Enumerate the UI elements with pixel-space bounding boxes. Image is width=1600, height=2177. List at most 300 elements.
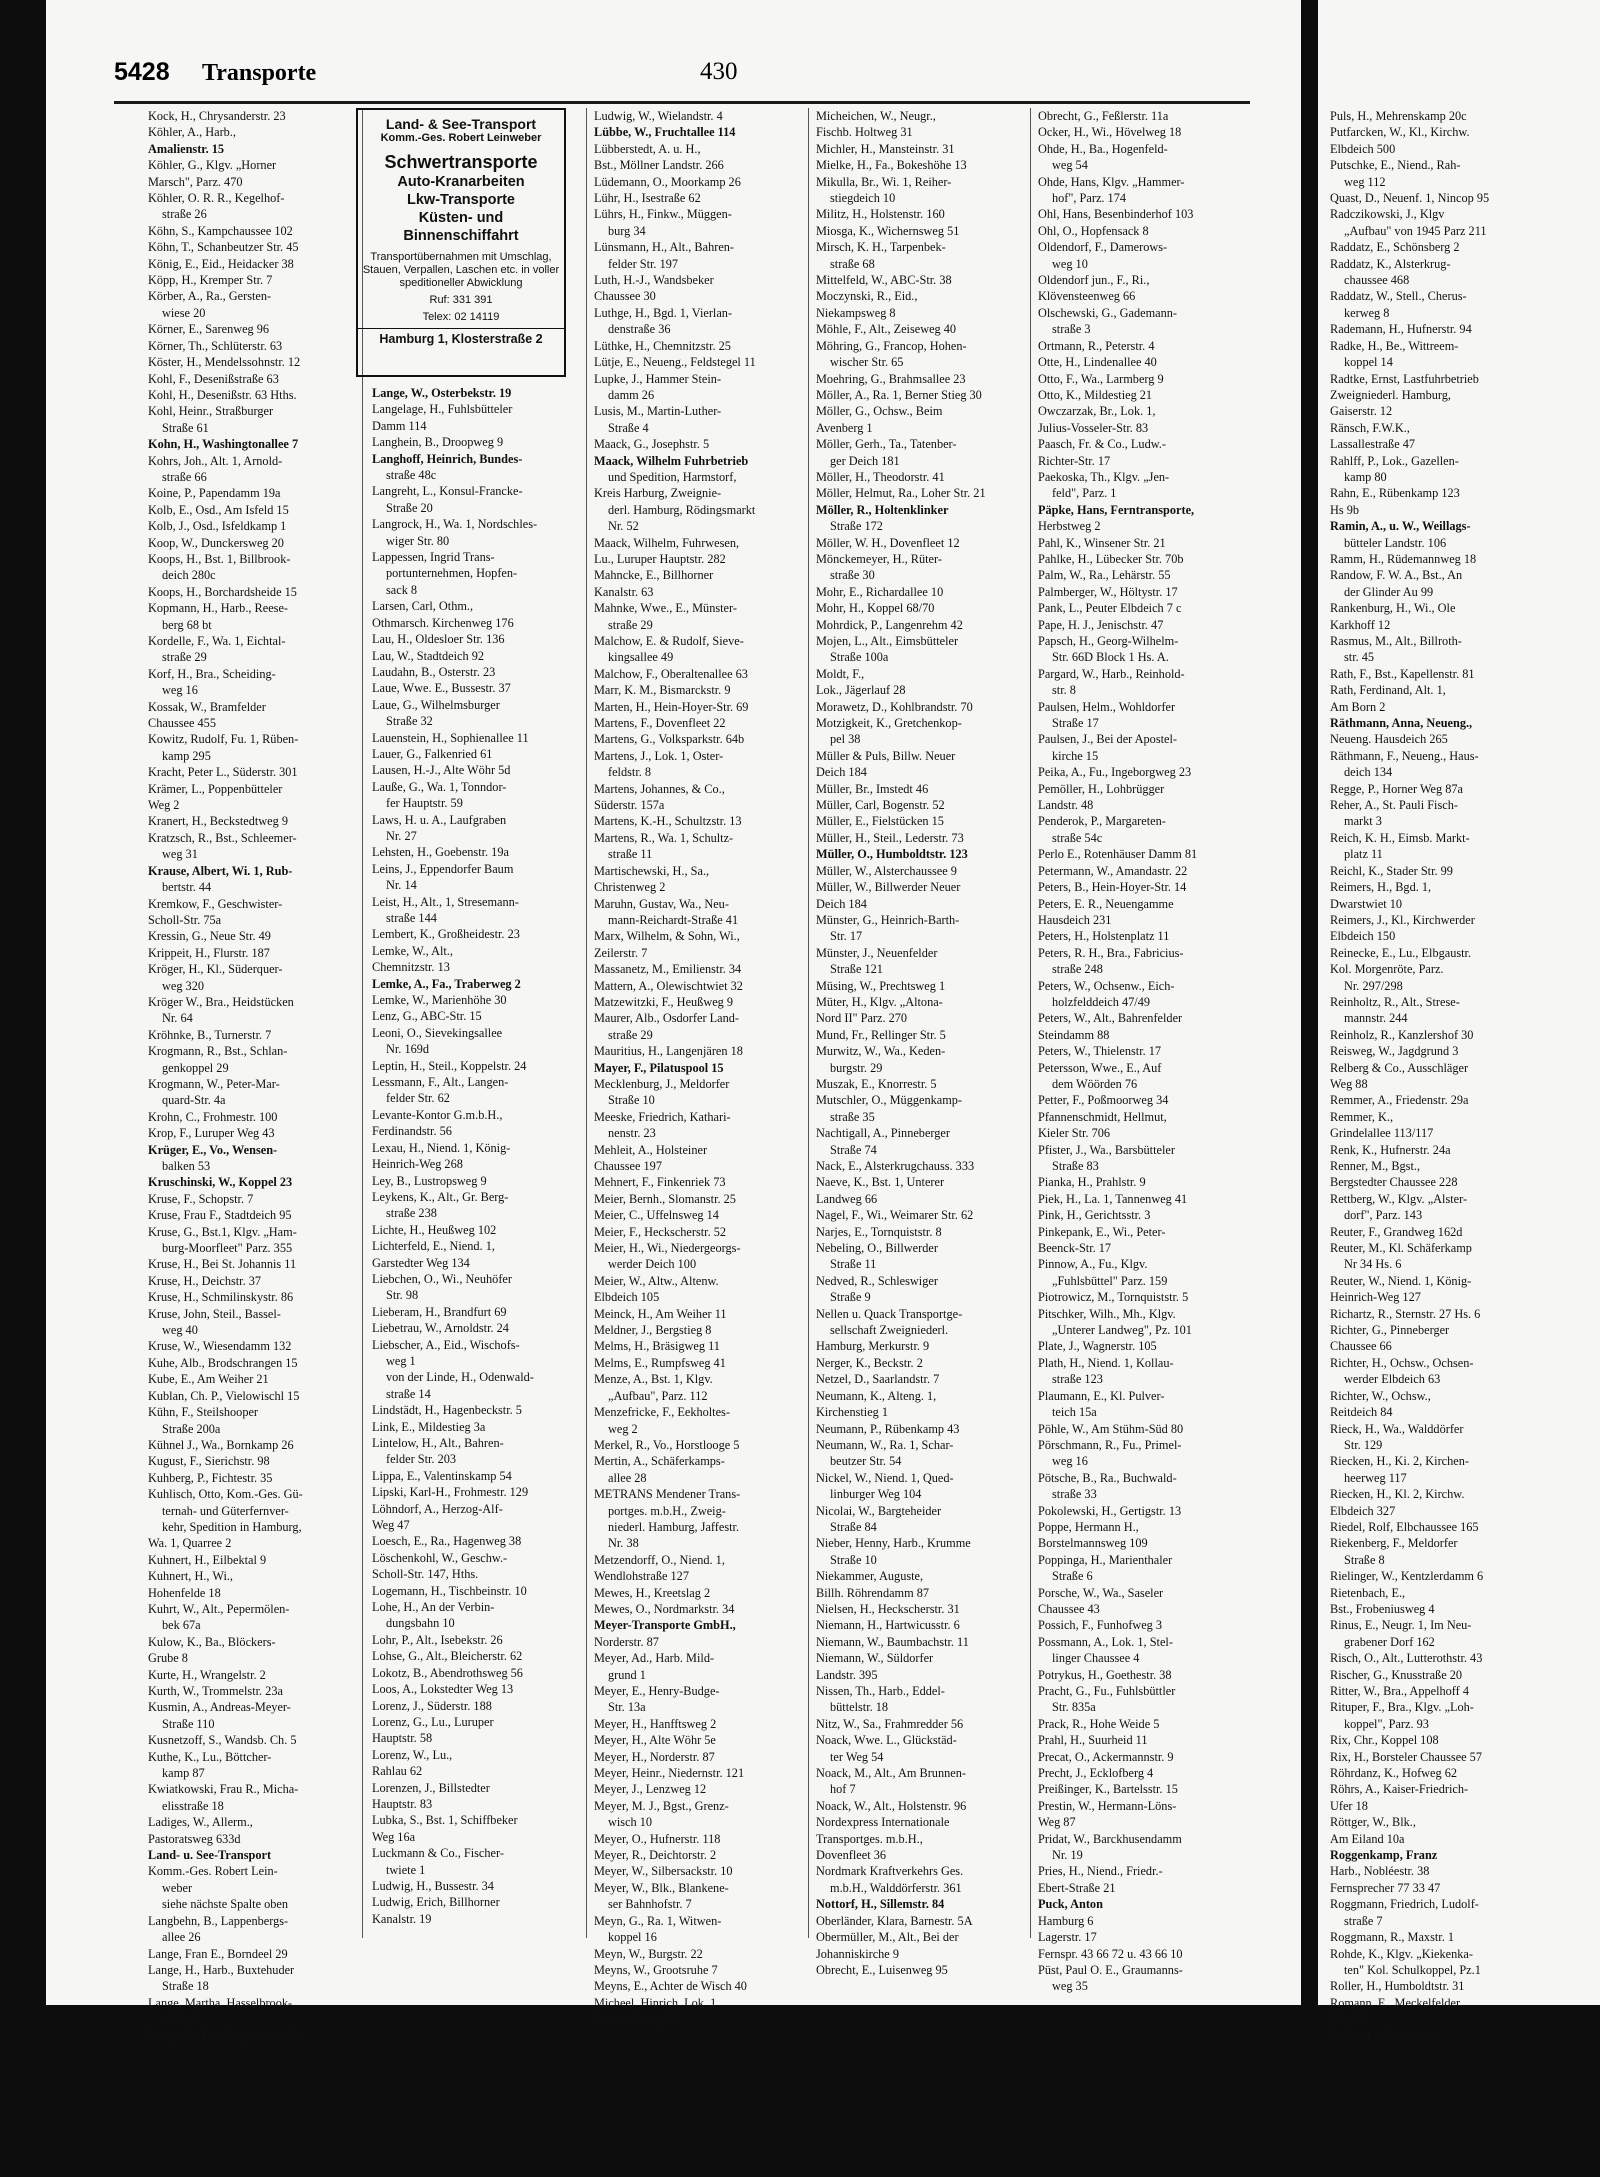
directory-entry-line: sellschaft Zweigniederl. [830,1323,949,1338]
directory-entry-line: Massanetz, M., Emilienstr. 34 [594,962,742,977]
directory-entry-line: Michler, H., Mansteinstr. 31 [816,141,955,156]
directory-entry-line: ser Bahnhofstr. 7 [608,1897,692,1912]
directory-entry-line: Damm 114 [372,418,427,433]
directory-entry-line: Möller, G., Ochsw., Beim [816,404,943,419]
directory-entry-line: Lieberam, H., Brandfurt 69 [372,1304,507,1319]
directory-entry-line: Straße 61 [162,420,209,435]
directory-entry-line: straße 54c [1052,830,1103,845]
directory-entry-line: Nr. 14 [386,878,417,893]
directory-entry-line: Hs 9b [1330,502,1360,517]
directory-entry-line: Paulsen, Helm., Wohldorfer [1038,699,1176,714]
column-divider [586,108,587,1938]
directory-entry-line: straße 35 [830,1109,875,1124]
directory-entry-line: Chaussee 43 [1038,1601,1100,1616]
directory-entry-line: Meier, Bernh., Slomanstr. 25 [594,1191,736,1206]
directory-entry-line: Landweg 66 [816,1191,878,1206]
directory-entry-line: Laudahn, B., Osterstr. 23 [372,664,496,679]
directory-entry-line: derl. Hamburg, Rödingsmarkt [608,502,756,517]
directory-entry-line: Chemnitzstr. 13 [372,960,450,975]
directory-entry-line: Kruse, F., Schopstr. 7 [148,1191,254,1206]
directory-entry-line: Mecklenburg, J., Meldorfer [594,1076,730,1091]
ad-address: Hamburg 1, Klosterstraße 2 [358,328,564,346]
directory-entry-line: Lau, H., Oldesloer Str. 136 [372,632,505,647]
directory-entry-line: feld", Parz. 1 [1052,486,1117,501]
directory-entry-line: Krippeit, H., Flurstr. 187 [148,945,270,960]
directory-entry-line: Löhndorf, A., Herzog-Alf- [372,1501,503,1516]
directory-entry-line: Martens, K.-H., Schultzstr. 13 [594,814,742,829]
directory-entry-line: Straße 110 [162,1716,215,1731]
directory-entry-line: Möhle, F., Alt., Zeiseweg 40 [816,322,957,337]
directory-entry-line: Kruse, H., Schmilinskystr. 86 [148,1290,294,1305]
directory-entry-line: Straße 4 [608,420,649,435]
directory-entry-line: Niemann, W., Süldorfer [816,1651,934,1666]
directory-entry-line: Nr. 38 [608,1536,639,1551]
directory-entry-line: Christenweg 2 [594,880,666,895]
directory-entry-line: beutzer Str. 54 [830,1454,902,1469]
directory-entry-line: Pfannenschmidt, Hellmut, [1038,1109,1167,1124]
directory-entry-line: genkoppel 29 [162,1060,229,1075]
directory-entry-line: Ferdinandstr. 56 [372,1124,452,1139]
directory-entry-line: linburger Weg 104 [830,1487,922,1502]
directory-entry-line: Pastoratsweg 633d [148,1831,241,1846]
directory-entry-line: Niemann, W., Baumbachstr. 11 [816,1634,969,1649]
directory-entry-line: Roggenkamp, Franz [1330,1848,1438,1863]
directory-entry-line: Körner, E., Sarenweg 96 [148,322,270,337]
directory-entry-line: Ladiges, W., Allerm., [148,1815,253,1830]
directory-entry-line: Koops, H., Bst. 1, Billbrook- [148,551,291,566]
directory-entry-line: Nellen u. Quack Transportge- [816,1306,963,1321]
directory-entry-line: Pokolewski, H., Gertigstr. 13 [1038,1503,1182,1518]
directory-entry-line: bertstr. 44 [162,880,212,895]
directory-entry-line: Meyer, H., Norderstr. 87 [594,1749,715,1764]
directory-entry-line: Pörschmann, R., Fu., Primel- [1038,1437,1182,1452]
directory-entry-line: Fischb. Holtweg 31 [816,125,913,140]
directory-entry-line: Hauptstr. 83 [372,1796,433,1811]
directory-entry-line: Martischewski, H., Sa., [594,863,710,878]
directory-entry-line: Kröhnke, B., Turnerstr. 7 [148,1027,272,1042]
ad-company-subline: Komm.-Ges. Robert Leinweber [380,132,542,144]
directory-entry-line: Ritter, W., Bra., Appelhoff 4 [1330,1684,1469,1698]
directory-entry-line: Meyer, R., Deichtorstr. 2 [594,1848,717,1863]
directory-entry-line: Palm, W., Ra., Lehärstr. 55 [1038,568,1171,583]
directory-entry-line: Lemke, A., Fa., Traberweg 2 [372,976,521,991]
directory-entry-line: Körner, Th., Schlüterstr. 63 [148,338,283,353]
directory-entry-line: Rahlau 62 [372,1764,423,1779]
directory-entry-line: Köhler, O. R. R., Kegelhof- [148,191,285,206]
directory-entry-line: Beenck-Str. 17 [1038,1241,1112,1256]
directory-entry-line: Straße 10 [830,1552,877,1567]
directory-entry-line: Billh. Röhrendamm 87 [816,1585,930,1600]
directory-entry-line: grund 1 [608,1667,646,1682]
directory-entry-line: Potrykus, H., Goethestr. 38 [1038,1667,1172,1682]
directory-entry-line: str. 45 [1344,650,1375,665]
directory-entry-line: weg 54 [1052,158,1088,173]
ad-phone: Ruf: 331 391 [429,294,493,306]
directory-entry-line: Köhn, S., Kampchaussee 102 [148,223,293,238]
directory-entry-line: Kusnetzoff, S., Wandsb. Ch. 5 [148,1733,297,1748]
ad-service: Binnenschiffahrt [403,228,519,244]
directory-entry-line: Johanniskirche 9 [816,1946,899,1961]
directory-entry-line: Luthge, H., Bgd. 1, Vierlan- [594,305,733,320]
directory-entry-line: Weg 47 [372,1518,410,1533]
directory-entry-line: Netzel, D., Saarlandstr. 7 [816,1372,940,1387]
directory-entry-line: Merkel, R., Vo., Horstlooge 5 [594,1437,740,1452]
directory-entry-line: Lemke, W., Marienhöhe 30 [372,993,507,1008]
directory-entry-line: Rettberg, W., Klgv. „Alster- [1330,1191,1468,1206]
directory-entry-line: Nitz, W., Sa., Frahmredder 56 [816,1716,964,1731]
directory-entry-line: Zeilerstr. 7 [594,945,648,960]
directory-entry-line: Straße 83 [1052,1159,1099,1173]
directory-entry-line: Lassallestraße 47 [1330,437,1416,452]
directory-entry-line: straße 29 [162,650,207,665]
directory-entry-line: Putschke, E., Niend., Rah- [1330,158,1461,173]
directory-entry-line: Kranert, H., Beckstedtweg 9 [148,814,289,829]
directory-entry-line: Kock, H., Chrysanderstr. 23 [148,109,286,123]
directory-entry-line: berg 68 bt [162,617,212,632]
directory-entry-line: Röttger, W., Blk., [1330,1815,1416,1830]
directory-entry-line: Meeske, Friedrich, Kathari- [594,1109,731,1124]
directory-entry-line: Koop, W., Dunckersweg 20 [148,535,284,550]
directory-entry-line: Straße 9 [830,1290,871,1305]
directory-entry-line: Deich 184 [816,896,867,911]
directory-entry-line: Fernsprecher 77 33 47 [1330,1880,1441,1895]
directory-entry-line: Bst., Frobeniusweg 4 [1330,1601,1435,1616]
directory-entry-line: sack 8 [386,582,418,597]
directory-entry-line: Grindelallee 113/117 [1330,1126,1434,1141]
directory-entry-line: Levante-Kontor G.m.b.H., [372,1107,503,1122]
directory-entry-line: Pianka, H., Prahlstr. 9 [1038,1175,1146,1190]
directory-entry-line: Koops, H., Borchardsheide 15 [148,584,297,599]
directory-entry-line: Mutschler, O., Müggenkamp- [816,1093,963,1108]
directory-entry-line: straße 68 [830,256,875,271]
directory-entry-line: Peters, W., Thielenstr. 17 [1038,1044,1162,1059]
ad-service: Auto-Kranarbeiten [397,174,525,190]
directory-entry-line: Micheichen, W., Neugr., [816,109,936,123]
directory-entry-line: chaussee 468 [1344,273,1410,288]
directory-entry-line: Müller & Puls, Billw. Neuer [816,748,956,763]
directory-entry-line: Mohr, E., Richardallee 10 [816,584,944,599]
directory-entry-line: weg 40 [162,1323,198,1338]
directory-entry-line: Pridat, W., Barckhusendamm [1038,1831,1182,1846]
directory-entry-line: Nachtigall, A., Pinneberger [816,1126,950,1141]
directory-entry-line: weg 16 [162,683,198,698]
directory-entry-line: Remmer, A., Friedenstr. 29a [1330,1093,1469,1108]
directory-entry-line: damm 26 [608,387,655,402]
directory-entry-line: Pinkepank, E., Wi., Peter- [1038,1224,1166,1239]
directory-entry-line: Pink, H., Gerichtsstr. 3 [1038,1208,1151,1223]
directory-entry-line: Lipski, Karl-H., Frohmestr. 129 [372,1485,529,1500]
directory-entry-line: Rielinger, W., Kentzlerdamm 6 [1330,1569,1484,1584]
directory-entry-line: Laue, G., Wilhelmsburger [372,697,500,712]
directory-entry-line: Lexau, H., Niend. 1, König- [372,1140,511,1155]
directory-entry-line: dorf", Parz. 143 [1344,1208,1423,1223]
directory-entry-line: Bergstedter Chaussee 228 [1330,1175,1458,1190]
directory-entry-line: ternah- und Güterfernver- [162,1503,289,1518]
directory-entry-line: Reichl, K., Stader Str. 99 [1330,863,1453,878]
directory-entry-line: Nordmark Kraftverkehrs Ges. [816,1864,964,1879]
directory-entry-line: Kracht, Peter L., Süderstr. 301 [148,765,298,780]
directory-entry-line: Kolb, J., Osd., Isfeldkamp 1 [148,519,287,534]
directory-entry-line: Elbdeich 327 [1330,1503,1396,1518]
directory-entry-line: Harb., Nobléestr. 38 [1330,1864,1430,1879]
directory-entry-line: Lagerstr. 17 [1038,1930,1097,1945]
directory-entry-line: Ebert-Straße 21 [1038,1880,1116,1895]
directory-entry-line: Str. 129 [1344,1437,1383,1452]
directory-entry-line: Garstedter Weg 134 [372,1255,470,1270]
directory-entry-line: Nerger, K., Beckstr. 2 [816,1355,923,1370]
directory-entry-line: Kulow, K., Ba., Blöckers- [148,1634,276,1649]
directory-entry-line: Raddatz, W., Stell., Cherus- [1330,289,1467,304]
directory-entry-line: Grube 8 [148,1651,188,1666]
directory-entry-line: kirche 15 [1052,748,1099,763]
directory-entry-line: Kruse, H., Bei St. Johannis 11 [148,1257,297,1272]
directory-entry-line: Maack, Wilhelm Fuhrbetrieb [594,453,749,468]
directory-entry-line: Meyer, M. J., Bgst., Grenz- [594,1798,729,1813]
directory-entry-line: Kröger, H., Kl., Süderquer- [148,962,283,977]
directory-entry-line: Pfister, J., Wa., Barsbütteler [1038,1142,1175,1157]
directory-entry-line: Reinholz, R., Kanzlershof 30 [1330,1027,1474,1042]
directory-entry-line: Langhoff, Heinrich, Bundes- [372,451,523,466]
directory-entry-line: Ludwig, W., Wielandstr. 4 [594,109,723,123]
directory-entry-line: Hamburg, Merkurstr. 9 [816,1339,930,1354]
header-rule [114,101,1250,104]
directory-entry-line: burgstr. 29 [830,1060,883,1075]
directory-entry-line: Koine, P., Papendamm 19a [148,486,281,501]
ad-headline: Schwertransporte [384,152,538,172]
directory-entry-line: „Fuhlsbüttel" Parz. 159 [1052,1273,1168,1288]
directory-entry-line: Meier, H., Wi., Niedergeorgs- [594,1241,741,1256]
directory-entry-line: Niemann, H., Hartwicusstr. 6 [816,1618,960,1633]
directory-entry-line: m.b.H., Walddörferstr. 361 [830,1880,962,1895]
directory-entry-line: Preißinger, K., Bartelsstr. 15 [1038,1782,1178,1797]
directory-entry-line: straße 123 [1052,1372,1103,1387]
directory-entry-line: Ohde, Hans, Klgv. „Hammer- [1038,174,1185,189]
directory-entry-line: Meyn, G., Ra. 1, Witwen- [594,1913,722,1928]
directory-entry-line: Maack, G., Josephstr. 5 [594,437,710,452]
directory-entry-line: Straße 11 [830,1257,877,1272]
directory-entry-line: Münster, G., Heinrich-Barth- [816,912,960,927]
directory-entry-line: Straße 17 [1052,716,1099,731]
directory-entry-line: Heinrich-Weg 127 [1330,1290,1421,1305]
directory-entry-line: dungsbahn 10 [386,1616,455,1631]
directory-entry-line: Meyer, Heinr., Niedernstr. 121 [594,1766,745,1781]
directory-entry-line: straße 33 [1052,1487,1097,1502]
directory-entry-line: Kurth, W., Trommelstr. 23a [148,1684,283,1698]
directory-entry-line: Püst, Paul O. E., Graumanns- [1038,1962,1183,1977]
page-header [114,54,1264,94]
directory-entry-line: Nagel, F., Wi., Weimarer Str. 62 [816,1208,974,1223]
directory-entry-line: von der Linde, H., Odenwald- [386,1370,534,1385]
directory-entry-line: Nr. 297/298 [1344,978,1403,993]
page-number: 430 [700,58,738,85]
directory-entry-line: Kohl, F., Desenißstraße 63 [148,371,279,386]
directory-entry-line: Nielsen, H., Heckscherstr. 31 [816,1601,960,1616]
directory-entry-line: Riecken, H., Kl. 2, Kirchw. [1330,1487,1465,1502]
directory-entry-line: Müller, W., Billwerder Neuer [816,880,961,895]
directory-entry-line: Kremkow, F., Geschwister- [148,896,283,911]
directory-entry-line: Str. 98 [386,1288,419,1303]
directory-entry-line: Kratzsch, R., Bst., Schleemer- [148,830,297,845]
directory-entry-line: Rademann, H., Hufnerstr. 94 [1330,322,1472,337]
directory-entry-line: Wa. 1, Quarree 2 [148,1536,232,1551]
directory-entry-line: Obermüller, M., Alt., Bei der [816,1930,959,1945]
directory-entry-line: Möller, R., Holtenklinker [816,502,949,517]
page-code: 5428 [114,58,170,86]
directory-entry-line: mann-Reichardt-Straße 41 [608,912,739,927]
directory-entry-line: Moczynski, R., Eid., [816,289,918,304]
directory-entry-line: Lohr, P., Alt., Isebekstr. 26 [372,1632,503,1647]
directory-entry-line: Langbehn, B., Lappenbergs- [148,1913,289,1928]
directory-entry-line: Martens, Johannes, & Co., [594,781,725,796]
directory-entry-line: burg 34 [608,223,646,238]
directory-entry-line: deich 280c [162,568,216,583]
directory-entry-line: Lorenzen, J., Billstedter [372,1780,490,1795]
directory-entry-line: Möhring, G., Francop, Hohen- [816,338,967,353]
directory-entry-line: Matzewitzki, F., Heußweg 9 [594,994,734,1009]
directory-entry-line: Str. 17 [830,929,863,944]
directory-entry-line: Noack, M., Alt., Am Brunnen- [816,1766,966,1781]
directory-entry-line: Lupke, J., Hammer Stein- [594,371,722,386]
directory-entry-line: Kuhlisch, Otto, Kom.-Ges. Gü- [148,1487,303,1502]
directory-entry-line: Mehleit, A., Holsteiner [594,1142,708,1157]
directory-entry-line: Nr. 19 [1052,1848,1083,1863]
directory-entry-line: Hausdeich 231 [1038,912,1112,927]
directory-entry-line: kingsallee 49 [608,650,674,665]
directory-entry-line: Möller, Gerh., Ta., Tatenber- [816,437,957,452]
directory-entry-line: kamp 80 [1344,469,1387,484]
directory-entry-line: Lemke, W., Alt., [372,943,453,958]
directory-column-4 [816,108,1026,1977]
directory-entry-line: Pahl, K., Winsener Str. 21 [1038,535,1166,550]
directory-entry-line: Kruse, John, Steil., Bassel- [148,1306,281,1321]
directory-entry-line: METRANS Mendener Trans- [594,1487,741,1502]
directory-entry-line: Mayer, F., Pilatuspool 15 [594,1060,724,1075]
directory-entry-line: Mahncke, E., Billhorner [594,568,714,583]
directory-entry-line: Marsch", Parz. 470 [148,174,243,189]
directory-entry-line: Köster, H., Mendelssohnstr. 12 [148,355,301,370]
directory-entry-line: Str. 13a [608,1700,646,1715]
directory-entry-line: Ufer 18 [1330,1798,1368,1813]
directory-entry-line: Maruhn, Gustav, Wa., Neu- [594,896,729,911]
directory-entry-line: Mauritius, H., Langenjären 18 [594,1044,743,1059]
directory-entry-line: büttelstr. 18 [830,1700,889,1715]
directory-entry-line: Lauenstein, H., Sophienallee 11 [372,730,529,745]
directory-entry-line: Luth, H.-J., Wandsbeker [594,273,714,288]
directory-entry-line: Risch, O., Alt., Lutterothstr. 43 [1330,1651,1483,1666]
directory-entry-line: Riekenberg, F., Meldorfer [1330,1536,1458,1551]
directory-entry-line: Rahn, E., Rübenkamp 123 [1330,486,1460,501]
directory-entry-line: Straße 84 [830,1519,877,1534]
directory-entry-line: weg 35 [1052,1979,1088,1994]
directory-entry-line: Lührs, H., Finkw., Müggen- [594,207,732,222]
directory-entry-line: Kühnel J., Wa., Bornkamp 26 [148,1437,294,1452]
directory-entry-line: Meyer, E., Henry-Budge- [594,1684,720,1698]
directory-entry-line: Str. 835a [1052,1700,1096,1715]
directory-entry-line: Lenz, G., ABC-Str. 15 [372,1009,482,1024]
directory-entry-line: Dwarstwiet 10 [1330,896,1403,911]
directory-entry-line: straße 144 [386,911,437,925]
directory-entry-line: Otto, K., Mildestieg 21 [1038,387,1153,402]
directory-entry-line: Reuter, M., Kl. Schäferkamp [1330,1241,1472,1256]
directory-entry-line: Straße 121 [830,962,883,977]
directory-entry-line: Dovenfleet 36 [816,1848,886,1863]
directory-entry-line: Martens, J., Lok. 1, Oster- [594,748,724,763]
directory-entry-line: Lappessen, Ingrid Trans- [372,550,495,565]
directory-entry-line: Noack, W., Alt., Holstenstr. 96 [816,1798,967,1813]
directory-entry-line: Meyer-Transporte GmbH., [594,1618,736,1633]
directory-entry-line: Ocker, H., Wi., Hövelweg 18 [1038,125,1182,140]
directory-entry-line: Pöhle, W., Am Stühm-Süd 80 [1038,1421,1184,1436]
directory-entry-line: Precht, J., Ecklofberg 4 [1038,1766,1154,1781]
directory-entry-line: Narjes, E., Tornquiststr. 8 [816,1224,942,1239]
directory-entry-line: Marten, H., Hein-Hoyer-Str. 69 [594,699,749,714]
directory-entry-line: Röhrs, A., Kaiser-Friedrich- [1330,1782,1469,1797]
directory-entry-line: Paulsen, J., Bei der Apostel- [1038,732,1178,747]
directory-entry-line: Malchow, F., Oberaltenallee 63 [594,666,748,681]
directory-entry-line: Nicolai, W., Bargteheider [816,1503,942,1518]
directory-entry-line: Krop, F., Luruper Weg 43 [148,1126,275,1141]
directory-entry-line: Am Eiland 10a [1330,1831,1405,1846]
directory-entry-line: Peters, E. R., Neuengamme [1038,896,1174,911]
directory-entry-line: „Aufbau" von 1945 Parz 211 [1344,223,1487,238]
directory-entry-line: Bst., Möllner Landstr. 266 [594,158,724,173]
directory-entry-line: Kuhnert, H., Eilbektal 9 [148,1552,267,1567]
directory-entry-line: bütteler Landstr. 106 [1344,535,1447,550]
directory-entry-line: Mahnke, Wwe., E., Münster- [594,601,737,616]
directory-entry-line: Rasmus, M., Alt., Billroth- [1330,634,1462,648]
directory-entry-line: kamp 87 [162,1766,205,1781]
directory-entry-line: Scholl-Str. 147, Hths. [372,1567,479,1582]
directory-entry-line: Pinnow, A., Fu., Klgv. [1038,1257,1148,1272]
directory-entry-line: Langhein, B., Droopweg 9 [372,435,504,450]
directory-entry-line: burg-Moorfleet" Parz. 355 [162,1241,293,1256]
directory-entry-line: Leoni, O., Sievekingsallee [372,1025,503,1040]
directory-entry-line: Meyer, Ad., Harb. Mild- [594,1651,715,1666]
directory-entry-line: Niekammer, Auguste, [816,1569,924,1584]
directory-entry-line: Pahlke, H., Lübecker Str. 70b [1038,551,1184,566]
directory-entry-line: Marr, K. M., Bismarckstr. 9 [594,683,731,698]
directory-entry-line: grabener Dorf 162 [1344,1634,1435,1649]
directory-entry-line: Nord II" Parz. 270 [816,1011,908,1026]
directory-entry-line: straße 238 [386,1206,437,1221]
directory-entry-line: nenstr. 23 [608,1126,656,1141]
directory-entry-line: Kuthe, K., Lu., Böttcher- [148,1749,272,1764]
directory-entry-line: Kröger W., Bra., Heidstücken [148,994,294,1009]
directory-entry-line: Lau, W., Stadtdeich 92 [372,648,485,663]
directory-entry-line: Krohn, C., Frohmestr. 100 [148,1109,278,1124]
directory-entry-line: Pries, H., Niend., Friedr.- [1038,1864,1163,1879]
directory-entry-line: Kuhrt, W., Alt., Pepermölen- [148,1601,290,1616]
directory-entry-line: Nr. 27 [386,828,417,843]
directory-entry-line: Menze, A., Bst. 1, Klgv. [594,1372,713,1387]
directory-entry-line: bek 67a [162,1618,201,1633]
directory-entry-line: allee 26 [162,1930,201,1945]
directory-entry-line: Meyns, E., Achter de Wisch 40 [594,1979,747,1994]
directory-entry-line: straße 29 [608,1027,653,1042]
directory-entry-line: stiegdeich 10 [830,191,896,206]
directory-entry-line: weg 1 [386,1353,416,1368]
directory-entry-line: Löschenkohl, W., Geschw.- [372,1550,508,1565]
directory-entry-line: Paasch, Fr. & Co., Ludw.- [1038,437,1166,452]
directory-entry-line: Mehnert, F., Finkenriek 73 [594,1175,726,1190]
directory-entry-line: Militz, H., Holstenstr. 160 [816,207,945,222]
directory-entry-line: straße 29 [608,617,653,632]
directory-entry-line: Pape, H. J., Jenischstr. 47 [1038,617,1164,632]
directory-entry-line: siehe nächste Spalte oben [162,1897,289,1912]
directory-entry-line: Straße 200a [162,1421,221,1436]
directory-entry-line: Müter, H., Klgv. „Altona- [816,994,943,1009]
directory-entry-line: Maack, Wilhelm, Fuhrwesen, [594,535,740,550]
